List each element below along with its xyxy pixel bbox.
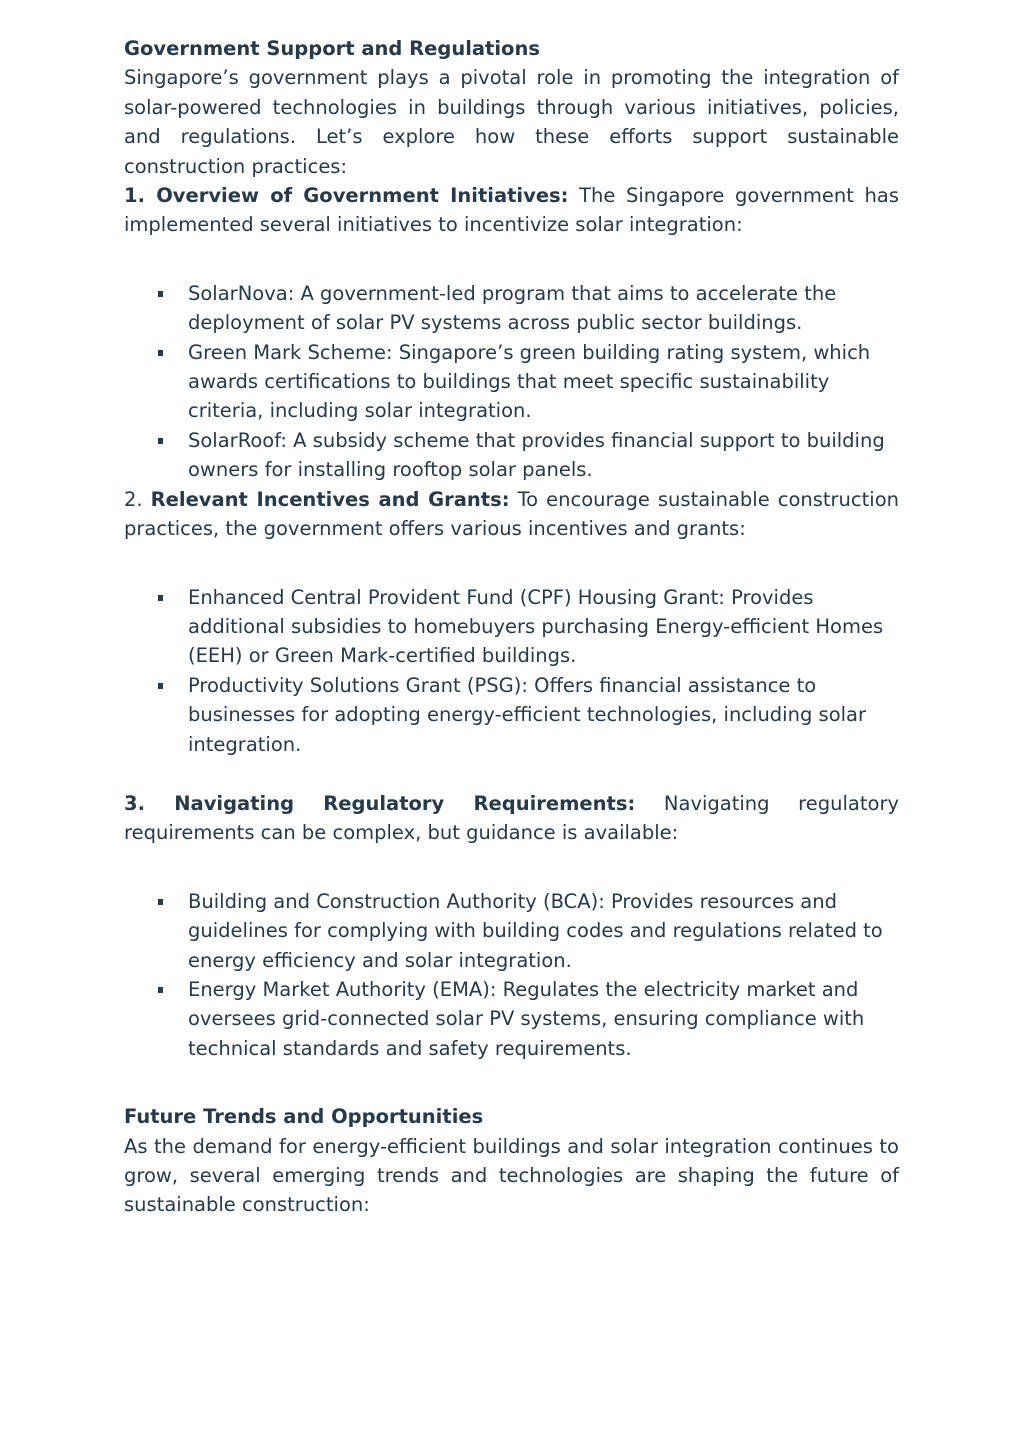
section-heading-future-trends: Future Trends and Opportunities (124, 1105, 484, 1129)
bullet-square-icon (158, 683, 163, 689)
initiatives-text: The Singapore government has implemented several initiatives to incentivize solar integration: (124, 184, 900, 237)
document-page (124, 34, 899, 1220)
future-intro-paragraph: As the demand for energy-efficient buildings and solar integration continues to grow, several emerging trends and technologies are shaping the future of sustainable construction: (124, 1134, 899, 1217)
initiatives-list (124, 279, 898, 485)
list-item-text: Energy Market Authority (EMA): Regulates the electricity market and oversees grid-connected solar PV systems, ensuring compliance with technical standards and safety requirements. (188, 977, 865, 1060)
bullet-square-icon (158, 899, 163, 905)
spacer (124, 1063, 899, 1102)
list-item (188, 887, 898, 975)
list-item-text: Enhanced Central Provident Fund (CPF) Housing Grant: Provides additional subsidies to homebuyers purchasing Energy-efficient Homes (EEH) or Green Mark-certified buildings. (188, 585, 884, 668)
list-item-text: SolarRoof: A subsidy scheme that provides financial support to building owners for installing rooftop solar panels. (188, 428, 885, 482)
section-heading-government-support: Government Support and Regulations (124, 37, 540, 60)
list-item (188, 975, 898, 1063)
list-item-text: SolarNova: A government-led program that aims to accelerate the deployment of solar PV systems across public sector buildings. (188, 281, 837, 335)
spacer (124, 240, 899, 279)
incentives-number: 2. (124, 487, 151, 511)
spacer (124, 544, 899, 583)
spacer (124, 759, 899, 789)
bullet-square-icon (158, 438, 163, 444)
list-item (188, 426, 898, 485)
bullet-square-icon (158, 595, 163, 601)
bullet-square-icon (158, 987, 163, 993)
list-item-text: Green Mark Scheme: Singapore’s green building rating system, which awards certifications to buildings that meet specific sustainability criteria, including solar integration. (188, 340, 871, 423)
regulatory-paragraph (124, 789, 899, 848)
list-item (188, 583, 898, 671)
bullet-square-icon (158, 350, 163, 356)
regulatory-text: Navigating regulatory requirements can be complex, but guidance is available: (124, 791, 900, 845)
list-item-text: Productivity Solutions Grant (PSG): Offers financial assistance to businesses for adopting energy-efficient technologies, including solar integration. (188, 673, 867, 756)
initiatives-paragraph (124, 181, 899, 240)
incentives-paragraph (124, 485, 899, 544)
government-intro-paragraph: Singapore’s government plays a pivotal role in promoting the integration of solar-powered technologies in buildings through various initiatives, policies, and regulations. Let’s explore how these efforts support sustainable construction practices: (124, 66, 899, 178)
list-item-text: Building and Construction Authority (BCA): Provides resources and guidelines for complying with building codes and regulations related to energy efficiency and solar integration. (188, 889, 883, 972)
list-item (188, 671, 898, 759)
regulatory-list (124, 887, 898, 1063)
list-item (188, 279, 898, 338)
spacer (124, 848, 899, 887)
incentives-text: To encourage sustainable construction practices, the government offers various incentives and grants: (124, 487, 899, 541)
regulatory-lead: 3. Navigating Regulatory Requirements: (124, 791, 636, 815)
list-item (188, 338, 898, 426)
initiatives-lead: 1. Overview of Government Initiatives: (124, 184, 569, 208)
incentives-lead: Relevant Incentives and Grants: (150, 487, 510, 511)
bullet-square-icon (158, 291, 163, 297)
incentives-list (124, 583, 898, 759)
